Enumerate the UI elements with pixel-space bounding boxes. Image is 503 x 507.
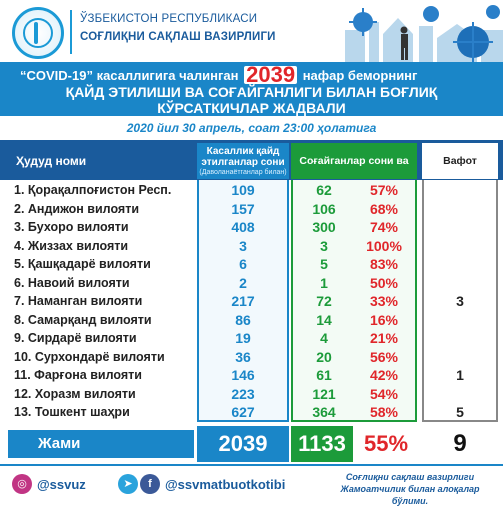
region-name: 4. Жиззах вилояти <box>14 238 129 253</box>
table-row <box>0 404 503 423</box>
recovered-value: 62 <box>316 182 332 198</box>
region-name: 10. Сурхондарё вилояти <box>14 349 165 364</box>
date-line: 2020 йил 30 апрель, соат 23:00 ҳолатига <box>0 118 503 138</box>
recovered-percent: 33% <box>369 293 399 309</box>
registered-value: 3 <box>239 237 247 254</box>
table-header <box>0 140 503 180</box>
title-line1 <box>20 62 490 87</box>
handle-text-1: @ssvuz <box>37 476 86 492</box>
footer-credit-line2: Жамоатчилик билан алоқалар бўлими. <box>340 484 480 506</box>
recovered-percent: 68% <box>369 200 399 217</box>
table-row <box>0 256 503 275</box>
recovered-value: 300 <box>312 219 336 235</box>
table-row <box>0 275 503 294</box>
recovered-value: 61 <box>316 367 332 383</box>
table-row <box>0 201 503 220</box>
region-name: 1. Қорақалпоғистон Респ. <box>14 183 172 197</box>
recovered-value: 14 <box>316 311 332 328</box>
registered-value: 217 <box>231 293 255 309</box>
deaths-value: 5 <box>456 404 464 420</box>
region-name: 11. Фарғона вилояти <box>14 368 142 382</box>
region-name: 6. Навоий вилояти <box>14 275 130 290</box>
registered-value: 109 <box>231 182 255 198</box>
handle-text-2: @ssvmatbuotkotibi <box>165 476 286 492</box>
recovered-value: 364 <box>312 404 336 420</box>
recovered-percent: 42% <box>369 367 399 383</box>
total-registered: 2039 <box>197 426 289 462</box>
region-name: 9. Сирдарё вилояти <box>14 331 137 345</box>
recovered-value: 3 <box>320 237 328 254</box>
region-name: 2. Андижон вилояти <box>14 201 140 216</box>
header-region: Ҳудуд номи <box>16 154 87 168</box>
footer <box>0 464 503 506</box>
region-name: 5. Қашқадарё вилояти <box>14 257 151 271</box>
deaths-value: 3 <box>456 293 464 309</box>
title-line3: КЎРСАТКИЧЛАР ЖАДВАЛИ <box>157 100 346 116</box>
skyline-icon <box>303 0 503 62</box>
recovered-value: 4 <box>320 330 328 346</box>
title-line2: ҚАЙД ЭТИЛИШИ ВА СОҒАЙГАНЛИГИ БИЛАН БОҒЛИҚ <box>65 84 438 100</box>
table-row <box>0 386 503 405</box>
registered-value: 2 <box>239 274 247 291</box>
deaths-value: 1 <box>456 367 464 383</box>
table-row <box>0 349 503 368</box>
table-row <box>0 367 503 386</box>
org-name-line2: СОҒЛИҚНИ САҚЛАШ ВАЗИРЛИГИ <box>80 31 276 43</box>
total-deaths: 9 <box>422 426 498 462</box>
header-registered-note: (Даволанаётганлар билан) <box>199 169 287 176</box>
divider <box>70 10 72 54</box>
recovered-percent: 57% <box>369 182 399 198</box>
region-name: 12. Хоразм вилояти <box>14 386 136 401</box>
header-deaths: Вафот <box>422 143 498 179</box>
registered-value: 86 <box>235 311 251 328</box>
registered-value: 6 <box>239 256 247 272</box>
emblem-icon <box>12 7 64 59</box>
table-row <box>0 238 503 257</box>
title-post: нафар беморнинг <box>302 68 418 83</box>
registered-value: 627 <box>231 404 255 420</box>
recovered-percent: 54% <box>369 385 399 402</box>
region-name: 13. Тошкент шаҳри <box>14 405 130 419</box>
recovered-percent: 21% <box>369 330 399 346</box>
telegram-icon: ➤ <box>118 474 138 494</box>
instagram-icon: ◎ <box>12 474 32 494</box>
recovered-percent: 16% <box>369 311 399 328</box>
recovered-percent: 50% <box>369 274 399 291</box>
table-row <box>0 312 503 331</box>
recovered-percent: 58% <box>369 404 399 420</box>
registered-value: 36 <box>235 348 251 365</box>
recovered-percent: 56% <box>369 348 399 365</box>
title-number: 2039 <box>246 62 296 87</box>
table-row <box>0 182 503 201</box>
title-band <box>0 62 503 116</box>
header <box>0 0 503 62</box>
header-registered <box>197 143 289 179</box>
total-recovered: 1133 <box>291 426 353 462</box>
table-body <box>0 182 503 423</box>
facebook-icon: f <box>140 474 160 494</box>
footer-credit-line1: Соғлиқни сақлаш вазирлиги <box>345 472 475 482</box>
registered-value: 157 <box>231 200 255 217</box>
totals-label: Жами <box>8 430 194 458</box>
region-name: 7. Наманган вилояти <box>14 294 143 308</box>
recovered-percent: 100% <box>366 237 402 254</box>
social-handle-1[interactable] <box>12 473 86 495</box>
recovered-percent: 83% <box>369 256 399 272</box>
recovered-value: 1 <box>320 274 328 291</box>
region-name: 3. Бухоро вилояти <box>14 220 129 234</box>
recovered-value: 72 <box>316 293 332 309</box>
social-handle-2[interactable] <box>118 473 285 495</box>
table-row <box>0 293 503 312</box>
recovered-value: 106 <box>312 200 336 217</box>
registered-value: 146 <box>231 367 255 383</box>
header-registered-label: Касаллик қайд этилганлар сони <box>201 146 285 168</box>
registered-value: 19 <box>235 330 251 346</box>
recovered-value: 20 <box>316 348 332 365</box>
registered-value: 223 <box>231 385 255 402</box>
total-percent: 55% <box>355 426 417 462</box>
table-row <box>0 330 503 349</box>
header-recovered: Соғайганлар сони ва <box>291 143 417 179</box>
recovered-value: 121 <box>312 385 336 402</box>
recovered-percent: 74% <box>369 219 399 235</box>
recovered-value: 5 <box>320 256 328 272</box>
totals-row <box>0 426 503 462</box>
table-row <box>0 219 503 238</box>
region-name: 8. Самарқанд вилояти <box>14 312 152 327</box>
title-pre: “COVID-19” касаллигига чалинган <box>20 68 239 83</box>
stats-table <box>0 140 503 462</box>
org-name-line1: ЎЗБЕКИСТОН РЕСПУБЛИКАСИ <box>80 13 258 25</box>
footer-credit <box>325 471 495 507</box>
registered-value: 408 <box>231 219 255 235</box>
